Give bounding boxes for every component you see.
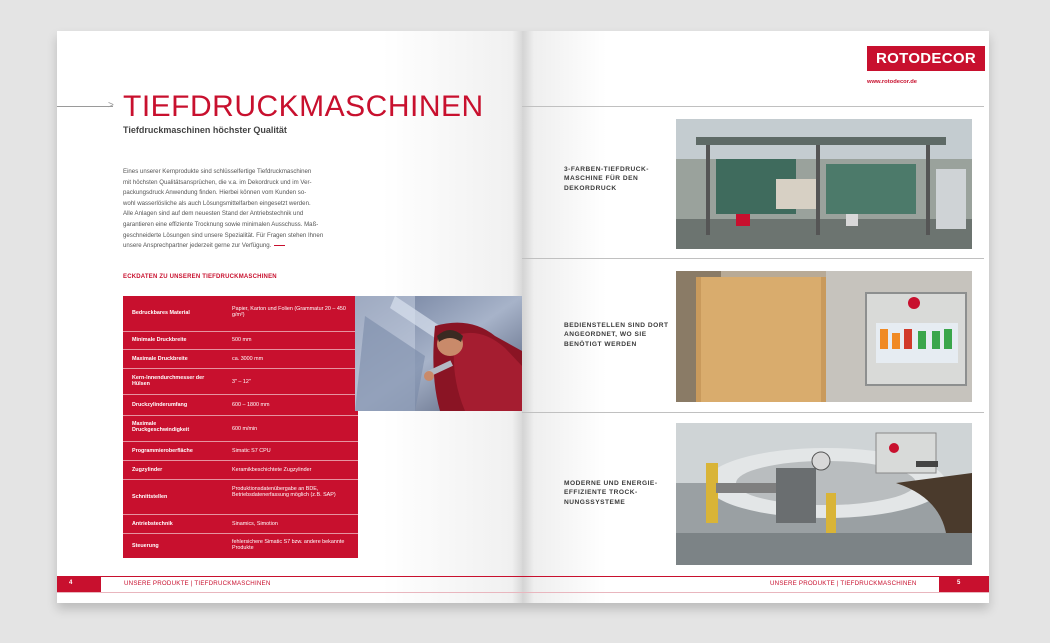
intro-line: mit höchsten Qualitätsansprüchen, die v.a. im Dekordruck und im Ver- (123, 178, 312, 186)
spec-row (123, 416, 358, 442)
spec-label: Maximale Druckbreite (132, 356, 188, 362)
spec-row (123, 461, 358, 480)
spec-row (123, 534, 358, 558)
spec-value: Papier, Karton und Folien (Grammatur 20 – 450 g/m²) (232, 306, 346, 319)
spec-row (123, 442, 358, 461)
intro-line: garantieren eine effiziente Trocknung sowie minimalen Ausschuss. Maß- (123, 220, 319, 228)
intro-line-last (123, 241, 361, 252)
footer-text-left: UNSERE PRODUKTE | TIEFDRUCKMASCHINEN (124, 580, 271, 587)
spec-label: Druckzylinderumfang (132, 402, 188, 408)
website-url: www.rotodecor.de (867, 79, 918, 85)
worker-photo-image (355, 296, 522, 411)
machine-photo (676, 119, 972, 249)
page-number-right (939, 576, 989, 592)
control-panel-photo-image (676, 271, 972, 402)
spec-value: 3" – 12" (232, 379, 251, 385)
intro-line: wohl wasserlösliche als auch Lösungsmittelfarben eingesetzt werden. (123, 199, 311, 207)
arrow-right-icon: > (108, 100, 114, 111)
spec-row (123, 515, 358, 534)
spec-value: Simatic S7 CPU (232, 448, 271, 454)
spec-row (123, 331, 358, 350)
spec-label: Minimale Druckbreite (132, 337, 187, 343)
intro-line: packungsdruck Anwendung finden. Hierbei können vom Kunden so- (123, 189, 307, 197)
spec-value: Sinamics, Simotion (232, 521, 278, 527)
intro-line: geschneiderte Lösungen sind unsere Spezialität. Für Fragen stehen Ihnen (123, 231, 324, 239)
spec-value: fehlersichere Simatic S7 bzw. andere bekannte Produkte (232, 539, 345, 552)
title-arrow-line (57, 106, 113, 107)
separator-line (522, 106, 984, 107)
spec-value: ca. 3000 mm (232, 356, 264, 362)
spec-label: Kern-Innendurchmesser der Hülsen (132, 375, 205, 388)
spec-value: Produktionsdatenübergabe an BDE, Betriebsdatenerfassung möglich (z.B. SAP) (232, 486, 336, 499)
intro-line: Alle Anlagen sind auf dem neuesten Stand der Antriebstechnik und (123, 210, 304, 218)
page-subtitle: Tiefdruckmaschinen höchster Qualität (123, 125, 287, 135)
worker-photo (355, 296, 522, 411)
section-heading: ECKDATEN ZU UNSEREN TIEFDRUCKMASCHINEN (123, 274, 277, 280)
spec-row (123, 296, 358, 332)
spec-label: Zugzylinder (132, 467, 163, 473)
spec-row (123, 480, 358, 515)
page-title: TIEFDRUCKMASCHINEN (123, 90, 484, 123)
page-number-text: 5 (957, 580, 961, 586)
control-panel-photo (676, 271, 972, 402)
caption-drying-systems: MODERNE UND ENERGIE-EFFIZIENTE TROCK-NUNGSSYSTEME (564, 480, 658, 506)
spec-label: Schnittstellen (132, 494, 168, 500)
separator-line (522, 258, 984, 259)
spec-row (123, 369, 358, 395)
spec-row (123, 350, 358, 369)
spec-value: 500 mm (232, 337, 252, 343)
brochure-spread (57, 31, 989, 603)
page-number-text: 4 (69, 580, 73, 586)
footer-line (522, 592, 989, 593)
separator-line (522, 412, 984, 413)
footer-line (522, 576, 989, 577)
caption-control-stations: BEDIENSTELLEN SIND DORT ANGEORDNET, WO SIE BENÖTIGT WERDEN (564, 322, 669, 348)
intro-line: Eines unserer Kernprodukte sind schlüsselfertige Tiefdruckmaschinen (123, 168, 312, 175)
spec-table (123, 296, 358, 558)
rotodecor-logo: ROTODECOR (867, 46, 985, 71)
page-number-left (57, 576, 101, 592)
spec-label: Maximale Druckgeschwindigkeit (132, 421, 190, 434)
spec-label: Programmieroberfläche (132, 448, 193, 454)
intro-paragraph (123, 167, 361, 252)
spec-label: Steuerung (132, 543, 159, 549)
machine-photo-image (676, 119, 972, 249)
spec-value: 600 m/min (232, 426, 258, 432)
footer-text-right: UNSERE PRODUKTE | TIEFDRUCKMASCHINEN (770, 580, 917, 587)
footer-line (57, 576, 522, 577)
drying-system-photo (676, 423, 972, 565)
drying-system-photo-image (676, 423, 972, 565)
spec-row (123, 395, 358, 416)
end-dash (274, 245, 285, 246)
spec-label: Bedruckbares Material (132, 310, 190, 316)
spec-value: 600 – 1800 mm (232, 402, 270, 408)
footer-line (57, 592, 522, 593)
spec-label: Antriebstechnik (132, 521, 173, 527)
intro-line: unsere Ansprechpartner jederzeit gerne zur Verfügung. (123, 242, 272, 250)
spec-value: Keramikbeschichtete Zugzylinder (232, 467, 312, 473)
caption-printing-machine: 3-FARBEN-TIEFDRUCK-MASCHINE FÜR DEN DEKORDRUCK (564, 166, 649, 192)
